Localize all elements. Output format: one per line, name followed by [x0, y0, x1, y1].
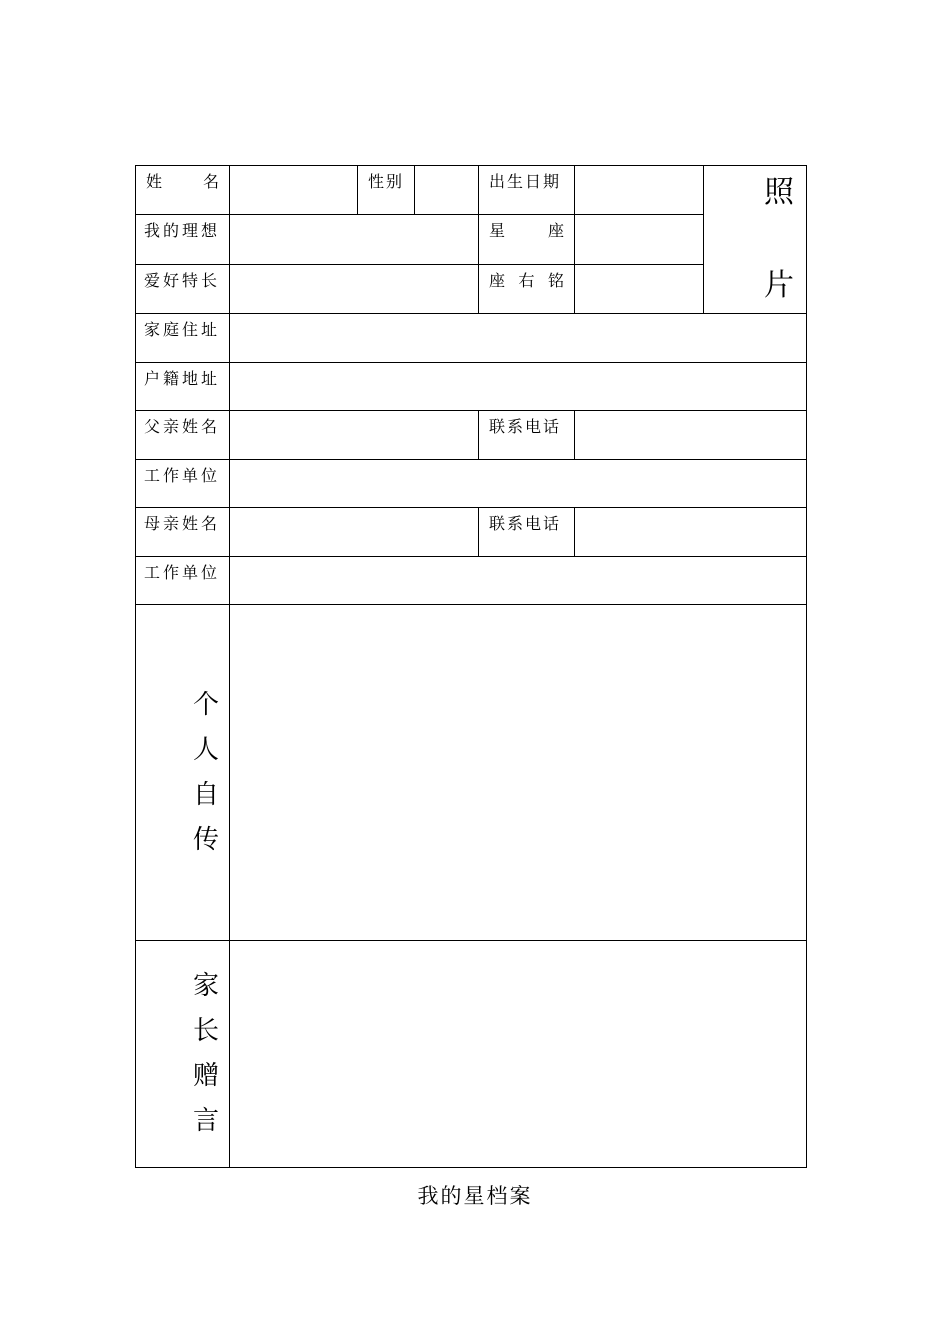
mother-phone-field[interactable] [575, 508, 807, 557]
mother-work-label: 工作单位 [136, 557, 230, 605]
birth-date-label: 出生日期 [479, 166, 575, 215]
autobiography-label: 个 人 自 传 [136, 605, 230, 941]
father-work-field[interactable] [230, 460, 807, 508]
father-phone-label: 联系电话 [479, 411, 575, 460]
name-label: 姓 名 [136, 166, 230, 215]
profile-form-table [135, 165, 807, 1168]
hobby-field[interactable] [230, 265, 479, 314]
photo-label-char-2: 片 [764, 268, 794, 303]
registered-address-label: 户籍地址 [136, 363, 230, 411]
mother-name-field[interactable] [230, 508, 479, 557]
ideal-label: 我的理想 [136, 215, 230, 265]
registered-address-field[interactable] [230, 363, 807, 411]
mother-name-label: 母亲姓名 [136, 508, 230, 557]
motto-label: 座 右 铭 [479, 265, 575, 314]
father-name-label: 父亲姓名 [136, 411, 230, 460]
parent-message-field[interactable] [230, 941, 807, 1168]
home-address-field[interactable] [230, 314, 807, 363]
photo-label-char-1: 照 [764, 175, 794, 210]
father-phone-field[interactable] [575, 411, 807, 460]
name-field[interactable] [230, 166, 358, 215]
autobiography-field[interactable] [230, 605, 807, 941]
motto-field[interactable] [575, 265, 704, 314]
birth-date-field[interactable] [575, 166, 704, 215]
mother-phone-label: 联系电话 [479, 508, 575, 557]
gender-field[interactable] [415, 166, 479, 215]
photo-box[interactable] [704, 166, 807, 314]
zodiac-label: 星 座 [479, 215, 575, 265]
page-caption: 我的星档案 [417, 1184, 533, 1208]
parent-message-label: 家 长 赠 言 [136, 941, 230, 1168]
home-address-label: 家庭住址 [136, 314, 230, 363]
ideal-field[interactable] [230, 215, 479, 265]
hobby-label: 爱好特长 [136, 265, 230, 314]
zodiac-field[interactable] [575, 215, 704, 265]
father-name-field[interactable] [230, 411, 479, 460]
father-work-label: 工作单位 [136, 460, 230, 508]
mother-work-field[interactable] [230, 557, 807, 605]
gender-label: 性别 [358, 166, 415, 215]
